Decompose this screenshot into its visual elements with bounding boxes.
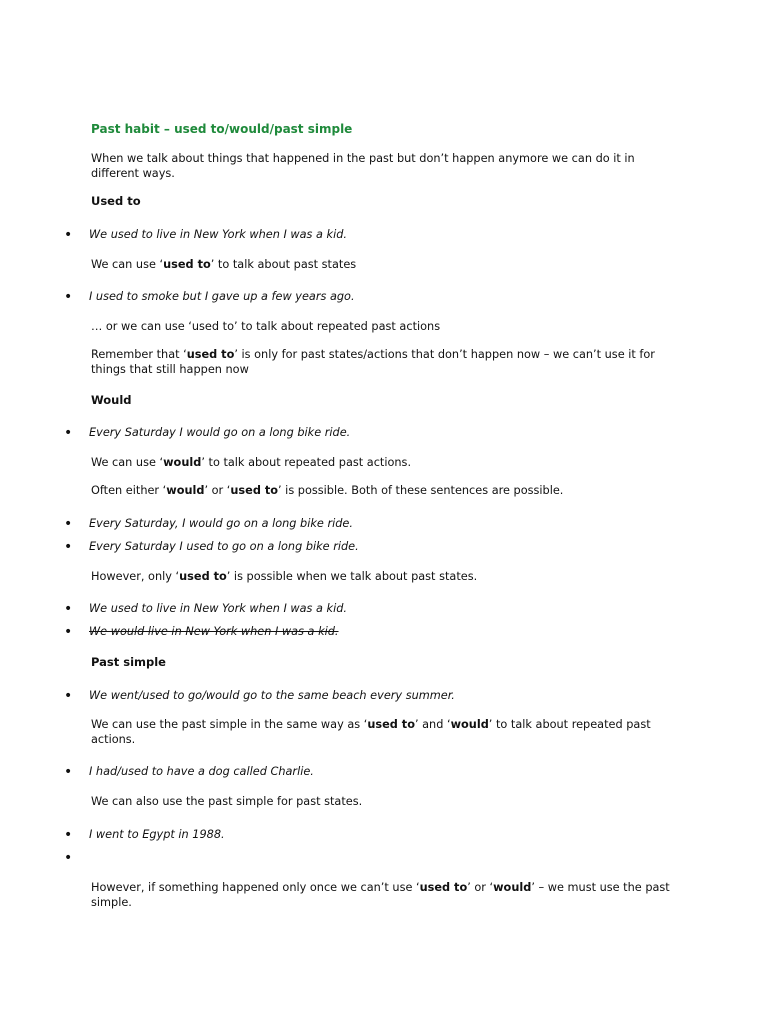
bullet-marker: • [64, 764, 73, 780]
intro-paragraph: When we talk about things that happened in the past but don’t happen anymore we can do it in different ways. [91, 152, 635, 180]
section-heading-would: Would [91, 393, 132, 407]
example-sentence: I went to Egypt in 1988. [89, 828, 225, 841]
explanation-paragraph: Remember that ‘used to’ is only for past states/actions that don’t happen now – we can’t use it for things that still happen now [91, 348, 655, 376]
bullet-marker: • [64, 688, 73, 704]
example-sentence: I used to smoke but I gave up a few years ago. [89, 290, 355, 303]
explanation-paragraph: We can use ‘used to’ to talk about past states [91, 258, 357, 271]
bullet-marker: • [64, 601, 73, 617]
example-sentence: We used to live in New York when I was a kid. [89, 228, 347, 241]
bullet-marker: • [64, 289, 73, 305]
section-heading-used-to: Used to [91, 194, 141, 208]
bullet-marker: • [64, 624, 73, 640]
explanation-paragraph: … or we can use ‘used to’ to talk about repeated past actions [91, 320, 441, 333]
bullet-marker: • [64, 227, 73, 243]
bullet-marker: • [64, 425, 73, 441]
page-title: Past habit – used to/would/past simple [91, 122, 353, 136]
explanation-paragraph: However, if something happened only once we can’t use ‘used to’ or ‘would’ – we must use the past simple. [91, 881, 670, 909]
example-sentence: Every Saturday I used to go on a long bike ride. [89, 540, 359, 553]
explanation-paragraph: We can use ‘would’ to talk about repeated past actions. [91, 456, 412, 469]
example-sentence: Every Saturday I would go on a long bike ride. [89, 426, 351, 439]
bullet-marker: • [64, 827, 73, 843]
bullet-marker: • [64, 539, 73, 555]
section-heading-past-simple: Past simple [91, 655, 166, 669]
example-sentence: Every Saturday, I would go on a long bike ride. [89, 517, 353, 530]
example-sentence: We used to live in New York when I was a kid. [89, 602, 347, 615]
example-sentence: We went/used to go/would go to the same beach every summer. [89, 689, 455, 702]
example-sentence: I had/used to have a dog called Charlie. [89, 765, 314, 778]
explanation-paragraph: Often either ‘would’ or ‘used to’ is possible. Both of these sentences are possible. [91, 484, 564, 497]
struck-example-sentence: We would live in New York when I was a kid. [89, 625, 339, 638]
explanation-paragraph: We can also use the past simple for past states. [91, 795, 363, 808]
explanation-paragraph: We can use the past simple in the same way as ‘used to’ and ‘would’ to talk about repeated past actions. [91, 718, 651, 746]
bullet-marker-empty: • [64, 850, 73, 866]
explanation-paragraph: However, only ‘used to’ is possible when we talk about past states. [91, 570, 478, 583]
bullet-marker: • [64, 516, 73, 532]
